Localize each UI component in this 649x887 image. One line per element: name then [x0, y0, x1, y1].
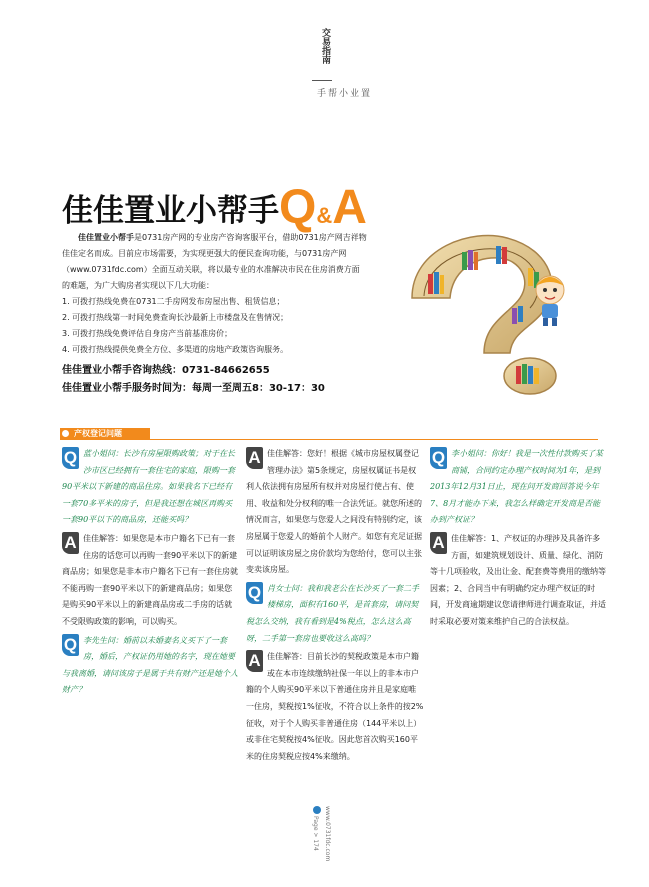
a-badge-icon: A [246, 447, 263, 469]
intro-text [62, 230, 367, 358]
feature-item: 2. 可拨打热线第一时间免费查询长沙最新上市楼盘及在售情况； [62, 313, 289, 322]
site-url: www.0731fdc.com [324, 806, 331, 862]
page-number: Page > 174 [312, 816, 319, 851]
title-text: 佳佳置业小帮手 [62, 193, 279, 229]
qa-column-1 [62, 446, 240, 701]
qa-column-2 [246, 446, 424, 767]
answer-text: 佳佳解答：如果您是本市户籍名下已有一套住房的话您可以再购一套90平米以下的新建商品房；如果您是非本市户籍名下已有一套住房就不能再购一套90平米以下的新建商品房；如果您是购买90平米以上的新建商品房或二手房的话就不受限购政策的影响，可以购买。 [62, 533, 238, 626]
qa-column-3 [430, 446, 608, 633]
bullet-icon [62, 430, 69, 437]
section-header [60, 428, 598, 440]
a-badge-icon: A [430, 532, 447, 554]
question-text: 肖女士问：我和我老公在长沙买了一套二手楼梯房，面积有160平，是首套房，请问契税怎么交纳，我有看到是4%税点，怎么这么高呀，二手第一套房也要收这么高吗？ [246, 583, 419, 643]
page-title [62, 178, 367, 233]
feature-item: 3. 可拨打热线免费评估自身房产当前基准房价； [62, 329, 233, 338]
answer-block [430, 531, 608, 631]
feature-item: 1. 可拨打热线免费在0731二手房网发布房屋出售、租赁信息； [62, 297, 285, 306]
section-rule [60, 439, 598, 440]
answer-text: 佳佳解答：1、产权证的办理涉及具备许多方面，如建筑规划设计、质量、绿化、消防等十几项验收，及出让金、配套费等费用的缴纳等因素；2、合同当中有明确约定办理产权证的时间，开发商逾期建议您请律师进行调查取证，并适时采取必要对策来维护自己的合法权益。 [430, 533, 606, 626]
question-text: 李先生问：婚前以未婚妻名义买下了一套房，婚后，产权证仍用她的名字，现在她要与我离婚，请问该房子是属于共有财产还是她个人财产？ [62, 635, 238, 695]
logo-dot-icon [313, 806, 321, 814]
question-block [62, 446, 240, 529]
section-tag: 产权登记问题 [60, 428, 150, 439]
category-label: 交易指南 [320, 28, 330, 64]
bookshelf-question-mark-illustration [392, 228, 592, 398]
answer-text: 佳佳解答：您好！根据《城市房屋权属登记管理办法》第5条规定，房屋权属证书是权利人依法拥有房屋所有权并对房屋行使占有、使用、收益和处分权利的唯一合法凭证。就您所述的情况而言，如果您与您爱人之间没有特别约定，该房屋属于您爱人的婚前个人财产。如您有充足证据可以证明该房屋之房价款均为您给付，您可以主张变卖该房屋。 [246, 449, 422, 575]
page-footer [312, 806, 340, 876]
answer-text: 佳佳解答：目前长沙的契税政策是本市户籍或在本市连续缴纳社保一年以上的非本市户籍的个人购买90平米以下普通住房并且是家庭唯一住房，契税按1%征收，不符合以上条件的按2%征收，对于个人购买非普通住房（144平米以上）或非住宅契税按4%征收。因此您首次购买160平米的住房契税应按4%来缴纳。 [246, 652, 424, 761]
a-badge-icon: A [62, 532, 79, 554]
feature-item: 4. 可拨打热线提供免费全方位、多渠道的房地产政策咨询服务。 [62, 345, 289, 354]
q-badge-icon: Q [63, 448, 78, 467]
answer-block [246, 446, 424, 579]
intro-lead: 佳佳置业小帮手是0731房产网的专业房产咨询客服平台，借助0731房产网吉祥物佳佳定名而成。目前应市场需要，为实现更强大的便民查询功能，与0731房产网（www.0731fdc.com）全面互动关联，将以最专业的水准解决市民在住房消费方面的难题，为广大购房者实现以下几大功能： [62, 233, 367, 290]
q-badge-icon: Q [431, 448, 446, 467]
a-badge-icon: A [246, 650, 263, 672]
title-qa-logo: Q&A [279, 181, 367, 234]
answer-block [246, 649, 424, 765]
q-badge-icon: Q [247, 582, 262, 602]
hotline-phone: 佳佳置业小帮手咨询热线：0731-84662655 [62, 365, 270, 376]
answer-block [62, 531, 240, 631]
hotline-info [62, 362, 325, 398]
question-block [430, 446, 608, 529]
q-badge-icon: Q [63, 634, 78, 654]
service-hours: 佳佳置业小帮手服务时间为：每周一至周五8：30-17：30 [62, 383, 325, 394]
question-block [62, 633, 240, 699]
section-tab [314, 28, 369, 97]
tab-divider [312, 80, 332, 81]
subcategory-label: 置业小帮手 [315, 88, 369, 97]
question-text: 蓝小姐问：长沙有房屋限购政策；对于在长沙市区已经拥有一套住宅的家庭，限购一套90平米以下新建的商品住房。如果我名下已经有一套70多平米的房子，但是我还想在城区再购买一套90平以下的商品房，还能买吗？ [62, 449, 235, 525]
question-text: 李小姐问：你好！我是一次性付款购买了某商铺，合同约定办理产权时间为1年，是到2013年12月31日止，现在问开发商回答说今年7、8月才能办下来，我怎么样确定开发商是否能办到产权证？ [430, 449, 603, 525]
question-block [246, 581, 424, 647]
